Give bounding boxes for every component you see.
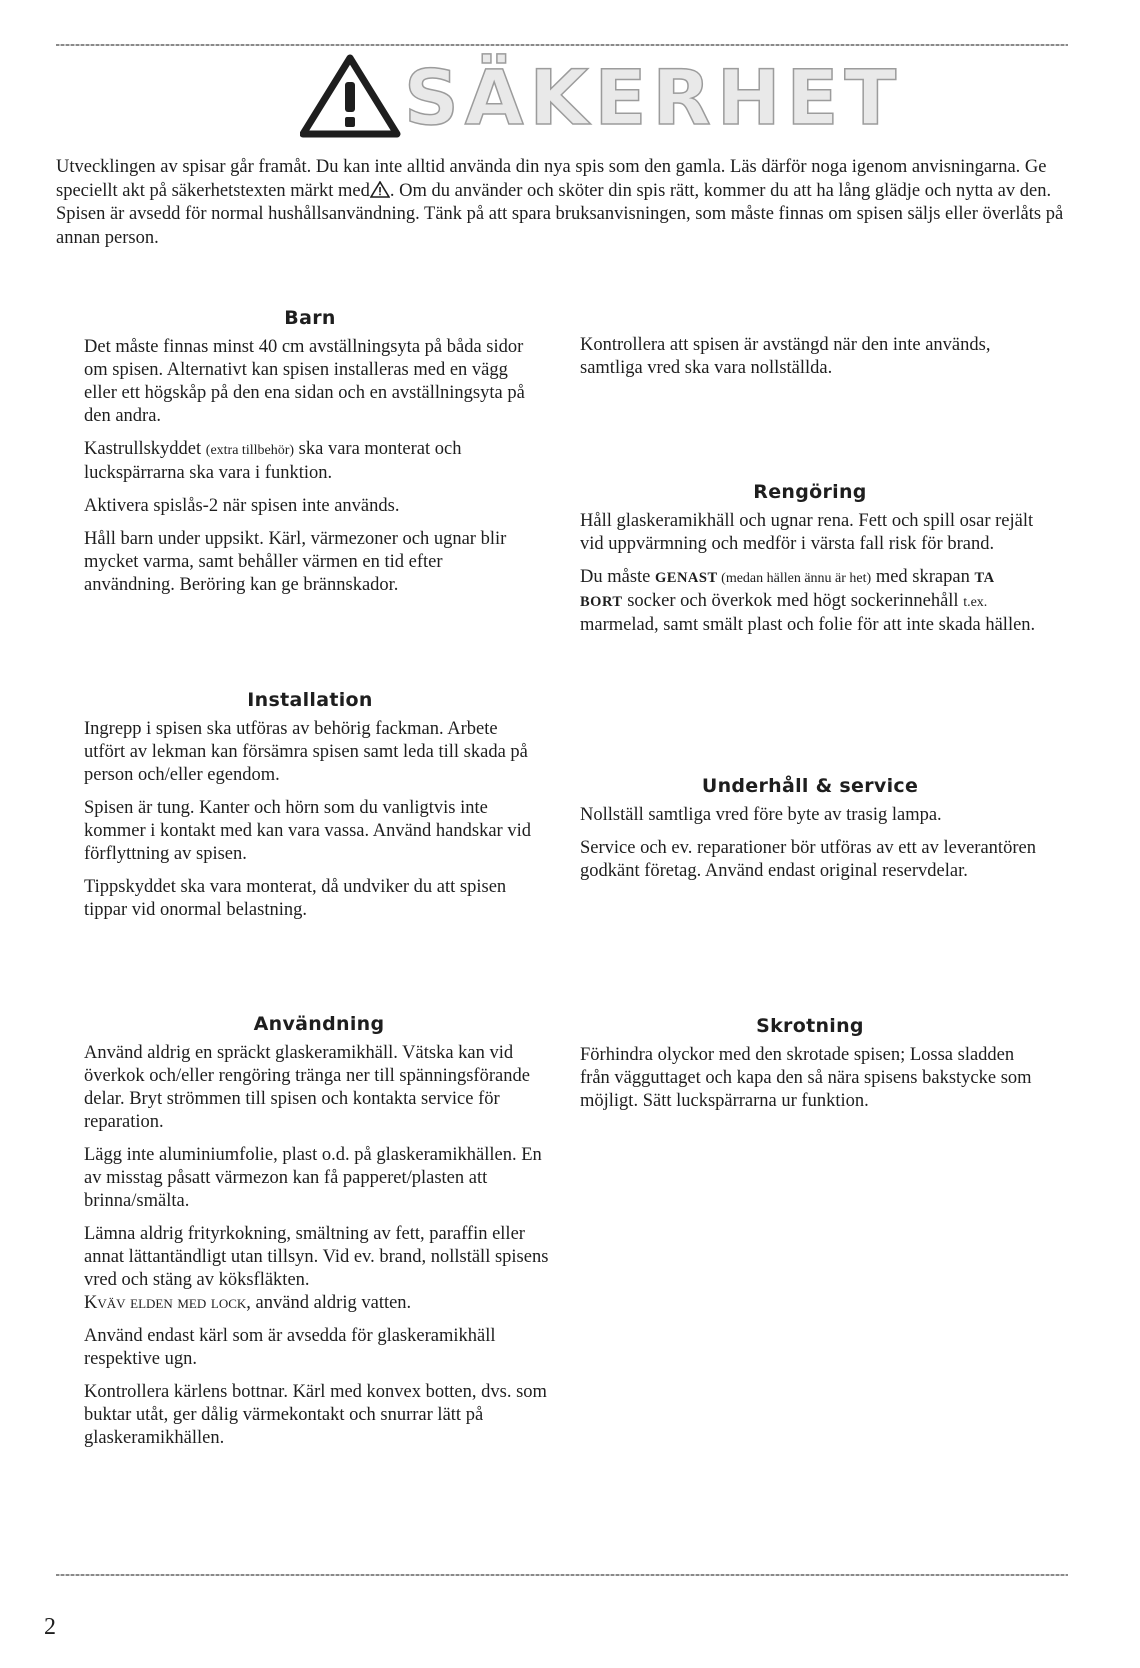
section-heading: Skrotning bbox=[756, 1015, 864, 1037]
paragraph: Kontrollera kärlens bottnar. Kärl med konvex botten, dvs. som buktar utåt, ger dålig värmekontakt och snurrar lätt på glaskeramikhällen. bbox=[84, 1382, 547, 1448]
text-emphasis: GENAST bbox=[655, 570, 718, 586]
paragraph bbox=[580, 566, 1040, 637]
text: , använd aldrig vatten. bbox=[246, 1293, 412, 1313]
warning-triangle-icon bbox=[300, 52, 404, 140]
inline-warning-icon bbox=[370, 181, 390, 198]
bottom-divider bbox=[56, 1574, 1068, 1576]
paragraph: Spisen är tung. Kanter och hörn som du vanligtvis inte kommer i kontakt med kan vara vassa. Använd handskar vid förflyttning av spisen. bbox=[84, 798, 531, 864]
intro-paragraph bbox=[56, 156, 1072, 250]
text-note: t.ex. bbox=[963, 595, 988, 610]
paragraph: Aktivera spislås-2 när spisen inte används. bbox=[84, 496, 400, 516]
paragraph: Lämna aldrig frityrkokning, smältning av fett, paraffin eller annat lättantändligt utan tillsyn. Vid ev. brand, nollställ spisens vred och stäng av köksfläkten. bbox=[84, 1224, 549, 1290]
text-note: (extra tillbehör) bbox=[205, 443, 295, 458]
page-header bbox=[300, 52, 903, 142]
paragraph: Tippskyddet ska vara monterat, då undviker du att spisen tippar vid onormal belastning. bbox=[84, 877, 507, 920]
paragraph: Det måste finnas minst 40 cm avställningsyta på båda sidor om spisen. Alternativt kan spisen installeras med en vägg eller ett högskåp på den ena sidan och en avställningsyta på den andra. bbox=[84, 337, 525, 426]
text: med skrapan bbox=[871, 567, 975, 587]
section-barn bbox=[84, 306, 536, 607]
paragraph: Kontrollera att spisen är avstängd när den inte används, samtliga vred ska vara nollställda. bbox=[580, 335, 991, 378]
text: Kastrullskyddet bbox=[84, 439, 206, 459]
text-note: (medan hällen ännu är het) bbox=[717, 571, 872, 586]
paragraph: Håll glaskeramikhäll och ugnar rena. Fett och spill osar rejält vid uppvärmning och medför i värsta fall risk för brand. bbox=[580, 511, 1034, 554]
paragraph: Använd endast kärl som är avsedda för glaskeramikhäll respektive ugn. bbox=[84, 1326, 496, 1369]
paragraph: Lägg inte aluminiumfolie, plast o.d. på glaskeramikhällen. En av misstag påsatt värmezon kan få papperet/plasten att brinna/smälta. bbox=[84, 1145, 542, 1211]
text: socker och överkok med högt sockerinnehåll bbox=[622, 591, 964, 611]
paragraph: Service och ev. reparationer bör utföras av ett av leverantören godkänt företag. Använd endast original reservdelar. bbox=[580, 838, 1036, 881]
top-divider bbox=[56, 44, 1068, 46]
paragraph: Nollställ samtliga vred före byte av trasig lampa. bbox=[580, 805, 942, 825]
section-heading: Barn bbox=[284, 307, 336, 329]
section-anvandning bbox=[84, 1012, 554, 1460]
text: ska vara monterat och luckspärrarna ska vara i funktion. bbox=[84, 439, 462, 483]
section-heading: Installation bbox=[247, 689, 373, 711]
paragraph: Ingrepp i spisen ska utföras av behörig fackman. Arbete utfört av lekman kan försämra spisen samt leda till skada på person och/eller egendom. bbox=[84, 719, 528, 785]
paragraph: Använd aldrig en spräckt glaskeramikhäll. Vätska kan vid överkok och/eller rengöring tränga ner till spänningsförande delar. Bryt strömmen till spisen och kontakta service för reparation. bbox=[84, 1043, 530, 1132]
intro-text-end: . Om du använder och sköter din spis rätt, kommer du att ha lång glädje och nytta av den. Spisen är avsedd för normal hushållsanvändning. Tänk på att spara bruksanvisningen, som måste finnas om spisen säljs eller överlåts på annan person. bbox=[56, 180, 1064, 248]
paragraph bbox=[84, 438, 536, 485]
section-heading: Användning bbox=[253, 1013, 385, 1035]
text-smallcaps: Kväv elden med lock bbox=[84, 1293, 247, 1313]
text: marmelad, samt smält plast och folie för att inte skada hällen. bbox=[580, 615, 1036, 635]
paragraph: Förhindra olyckor med den skrotade spisen; Lossa sladden från vägguttaget och kapa den så nära spisens bakstycke som möjligt. Sätt luckspärrarna ur funktion. bbox=[580, 1045, 1032, 1111]
text: Du måste bbox=[580, 567, 656, 587]
intro-text-start: Utvecklingen av spisar går framåt. Du kan inte alltid använda din nya spis som den gamla. Läs därför noga igenom anvisningarna. Ge speciellt akt på säkerhetstexten märkt med bbox=[56, 157, 1047, 201]
section-kontroll bbox=[580, 334, 1020, 390]
paragraph bbox=[84, 1292, 554, 1315]
section-heading: Rengöring bbox=[753, 481, 867, 503]
section-rengoring bbox=[580, 480, 1040, 647]
page-title: SÄKERHET bbox=[404, 53, 903, 142]
section-skrotning bbox=[580, 1014, 1040, 1123]
section-heading: Underhåll & service bbox=[701, 775, 919, 797]
section-underhall-service bbox=[580, 774, 1040, 893]
text-emphasis: TA BORT bbox=[580, 570, 994, 610]
section-installation bbox=[84, 688, 536, 932]
paragraph: Håll barn under uppsikt. Kärl, värmezoner och ugnar blir mycket varma, samt behåller värmen en tid efter användning. Beröring kan ge brännskador. bbox=[84, 529, 507, 595]
page-number: 2 bbox=[44, 1614, 56, 1640]
